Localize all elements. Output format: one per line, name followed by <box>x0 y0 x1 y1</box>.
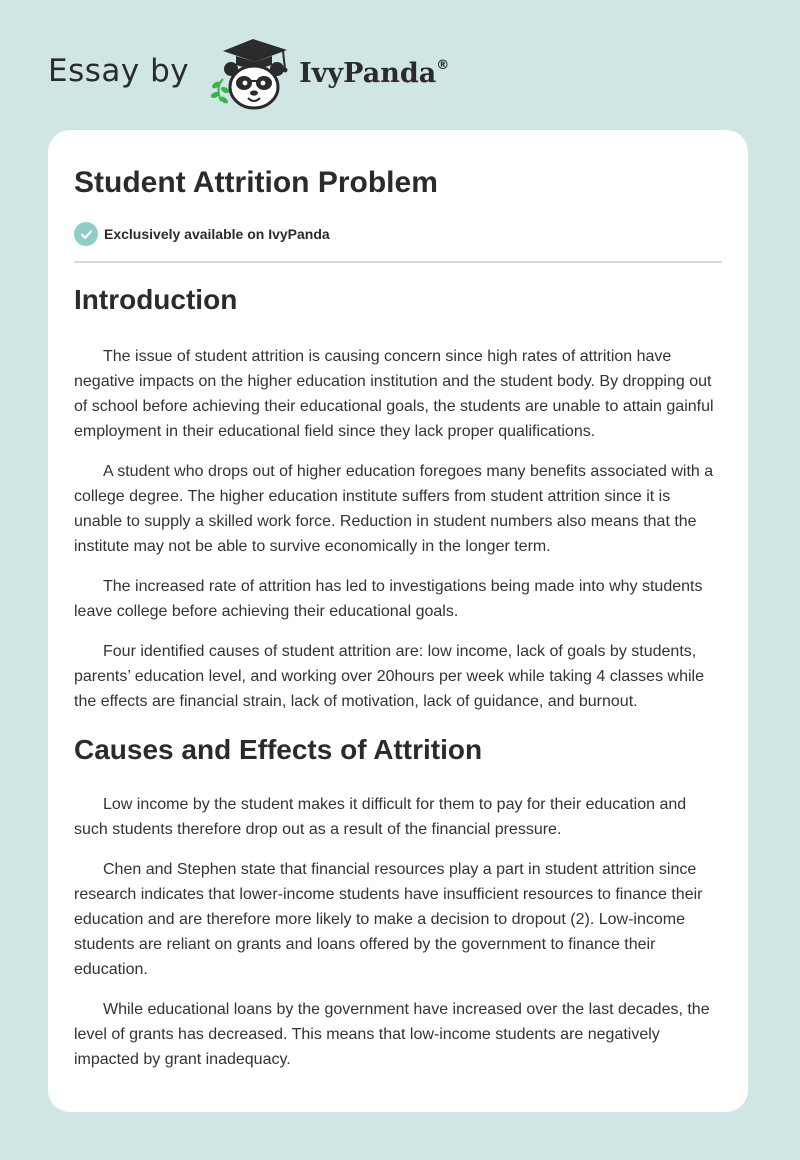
check-circle-icon <box>74 222 98 246</box>
exclusive-label: Exclusively available on IvyPanda <box>104 226 330 242</box>
brand-prefix: Essay by <box>48 53 190 89</box>
paragraph: Four identified causes of student attrition are: low income, lack of goals by students, parents’ education level, and working over 20hours per week while taking 4 classes while the effects are financial strain, lack of motivation, lack of guidance, and burnout. <box>74 643 704 710</box>
registered-mark: ® <box>436 57 450 73</box>
section-heading-introduction: Introduction <box>74 284 238 315</box>
article-title: Student Attrition Problem <box>74 166 438 199</box>
article-body <box>74 282 722 1087</box>
brand-name <box>299 58 449 89</box>
article-card <box>48 130 748 1112</box>
section-heading-causes-effects: Causes and Effects of Attrition <box>74 734 483 765</box>
site-header <box>48 34 449 114</box>
panda-logo-icon[interactable] <box>203 35 295 113</box>
paragraph: While educational loans by the government have increased over the last decades, the level of grants has decreased. This means that low-income students are negatively impacted by grant inadequacy. <box>74 1001 710 1068</box>
brand-name-text: IvyPanda <box>299 57 437 89</box>
paragraph: Chen and Stephen state that financial resources play a part in student attrition since research indicates that lower-income students have insufficient resources to finance their education and are therefore more likely to make a decision to dropout (2). Low-income students are reliant on grants and loans offered by the government to finance their education. <box>74 861 703 978</box>
exclusive-badge <box>74 222 330 246</box>
paragraph: The issue of student attrition is causing concern since high rates of attrition have negative impacts on the higher education institution and the student body. By dropping out of school before achieving their educational goals, the students are unable to attain gainful employment in their educational field since they lack proper qualifications. <box>74 348 714 440</box>
title-divider <box>74 261 722 263</box>
paragraph: The increased rate of attrition has led to investigations being made into why students leave college before achieving their educational goals. <box>74 578 703 620</box>
paragraph: Low income by the student makes it difficult for them to pay for their education and such students therefore drop out as a result of the financial pressure. <box>74 796 687 838</box>
paragraph: A student who drops out of higher education foregoes many benefits associated with a college degree. The higher education institute suffers from student attrition since it is unable to supply a skilled work force. Reduction in student numbers also means that the institute may not be able to survive economically in the longer term. <box>74 463 714 555</box>
